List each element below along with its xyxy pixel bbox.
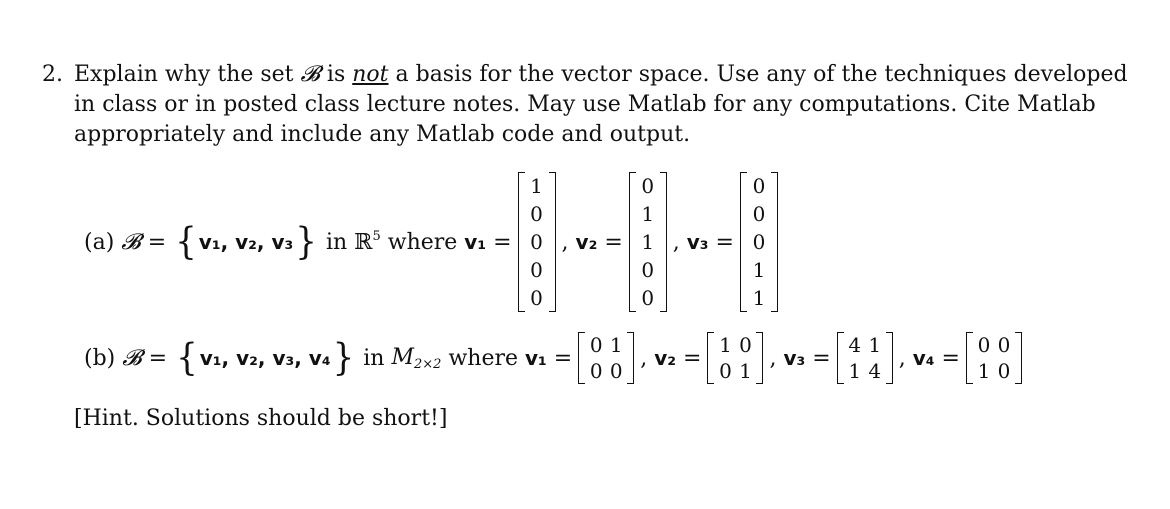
matrix-entry: 0 <box>589 333 603 357</box>
part-b-set-symbol: 𝓑 <box>122 345 142 371</box>
matrix-entry: 0 <box>641 258 655 282</box>
matrix-entry: 1 <box>752 286 766 310</box>
matrix-entry: 0 <box>752 174 766 198</box>
part-b-close-brace: } <box>332 336 355 380</box>
vector-v1-matrix <box>518 172 556 312</box>
set-symbol: 𝓑 <box>300 62 320 87</box>
matrix-entry: 0 <box>997 359 1011 383</box>
matrix-v1 <box>578 332 634 384</box>
matrix-v3 <box>837 332 893 384</box>
part-a: (a) 𝓑 = { v₁, v₂, v₃ } in ℝ$^5$ where v₁ = 1 0 0 0 0 , v₂ = 0 1 1 0 0 , v₃ = 0 0 0 1 1 <box>84 170 784 314</box>
matrix-v2 <box>707 332 763 384</box>
matrix-entry: 0 <box>977 333 991 357</box>
matrix-entry: 1 <box>719 333 732 357</box>
matrix-entry: 0 <box>609 359 623 383</box>
matrix-v4-name: v₄ <box>912 346 935 370</box>
part-b: (b) 𝓑 = { v₁, v₂, v₃, v₄ } in $M_{2\times 2}$ where v₁ = 0 1 0 0 , v₂ = 1 0 0 1 , v₃ = 4 1 1 4 , v₄ = 0 0 1 0 <box>84 326 1028 390</box>
line1-pre: Explain why the set <box>74 62 294 87</box>
matrix-v1-name: v₁ <box>525 346 547 370</box>
matrix-entry: 1 <box>868 333 882 357</box>
part-b-open-brace: { <box>176 336 198 380</box>
matrix-entry: 0 <box>641 174 655 198</box>
line1-post: a basis for the vector space. Use any of the techniques developed <box>395 62 1128 87</box>
matrix-entry: 0 <box>719 359 732 383</box>
matrix-v4 <box>966 332 1022 384</box>
matrix-entry: 0 <box>530 286 543 310</box>
matrix-entry: 0 <box>752 230 766 254</box>
part-a-label: (a) <box>84 229 115 255</box>
part-a-close-brace: } <box>295 220 317 264</box>
vector-v3-name: v₃ <box>686 230 709 254</box>
matrix-entry: 1 <box>739 359 752 383</box>
problem-line-3: appropriately and include any Matlab code and output. <box>74 122 691 147</box>
matrix-entry: 1 <box>752 258 766 282</box>
matrix-entry: 0 <box>997 333 1011 357</box>
matrix-entry: 0 <box>530 258 543 282</box>
matrix-entry: 0 <box>641 286 655 310</box>
matrix-entry: 0 <box>739 333 752 357</box>
part-a-open-brace: { <box>175 220 197 264</box>
problem-statement <box>42 60 1128 150</box>
line1-is: is <box>326 62 346 87</box>
part-b-equals: = <box>148 345 168 371</box>
vector-v1-name: v₁ <box>464 230 487 254</box>
matrix-v2-name: v₂ <box>654 346 677 370</box>
matrix-entry: 1 <box>641 202 655 226</box>
part-a-elements: v₁, v₂, v₃ <box>198 230 294 254</box>
matrix-entry: 1 <box>609 333 623 357</box>
matrix-entry: 4 <box>848 333 862 357</box>
problem-number: 2. <box>42 62 63 87</box>
matrix-entry: 0 <box>530 230 543 254</box>
matrix-entry: 1 <box>530 174 543 198</box>
part-a-set-symbol: 𝓑 <box>121 229 141 255</box>
part-a-space: ℝ$^5$ <box>354 229 381 255</box>
problem-line-2: in class or in posted class lecture notes. May use Matlab for any computations. Cite Matlab <box>74 92 1096 117</box>
problem-line-1 <box>74 60 1128 90</box>
part-b-elements: v₁, v₂, v₃, v₄ <box>199 346 331 370</box>
part-b-space: $M_{2\times 2}$ <box>391 344 442 372</box>
emphasis-not: not <box>352 62 389 87</box>
part-a-in: in <box>325 229 348 255</box>
matrix-entry: 1 <box>641 230 655 254</box>
vector-v3-matrix <box>740 172 778 312</box>
part-b-label: (b) <box>84 345 116 371</box>
vector-v2-matrix <box>629 172 667 312</box>
part-b-where: where <box>448 345 518 371</box>
matrix-v3-name: v₃ <box>783 346 806 370</box>
part-b-in: in <box>363 345 385 371</box>
matrix-entry: 4 <box>868 359 882 383</box>
vector-v2-name: v₂ <box>575 230 598 254</box>
matrix-entry: 1 <box>977 359 991 383</box>
matrix-entry: 0 <box>530 202 543 226</box>
matrix-entry: 0 <box>752 202 766 226</box>
part-a-equals: = <box>147 229 167 255</box>
matrix-entry: 0 <box>589 359 603 383</box>
part-a-where: where <box>387 229 458 255</box>
hint-text: [Hint. Solutions should be short!] <box>74 406 448 431</box>
matrix-entry: 1 <box>848 359 862 383</box>
